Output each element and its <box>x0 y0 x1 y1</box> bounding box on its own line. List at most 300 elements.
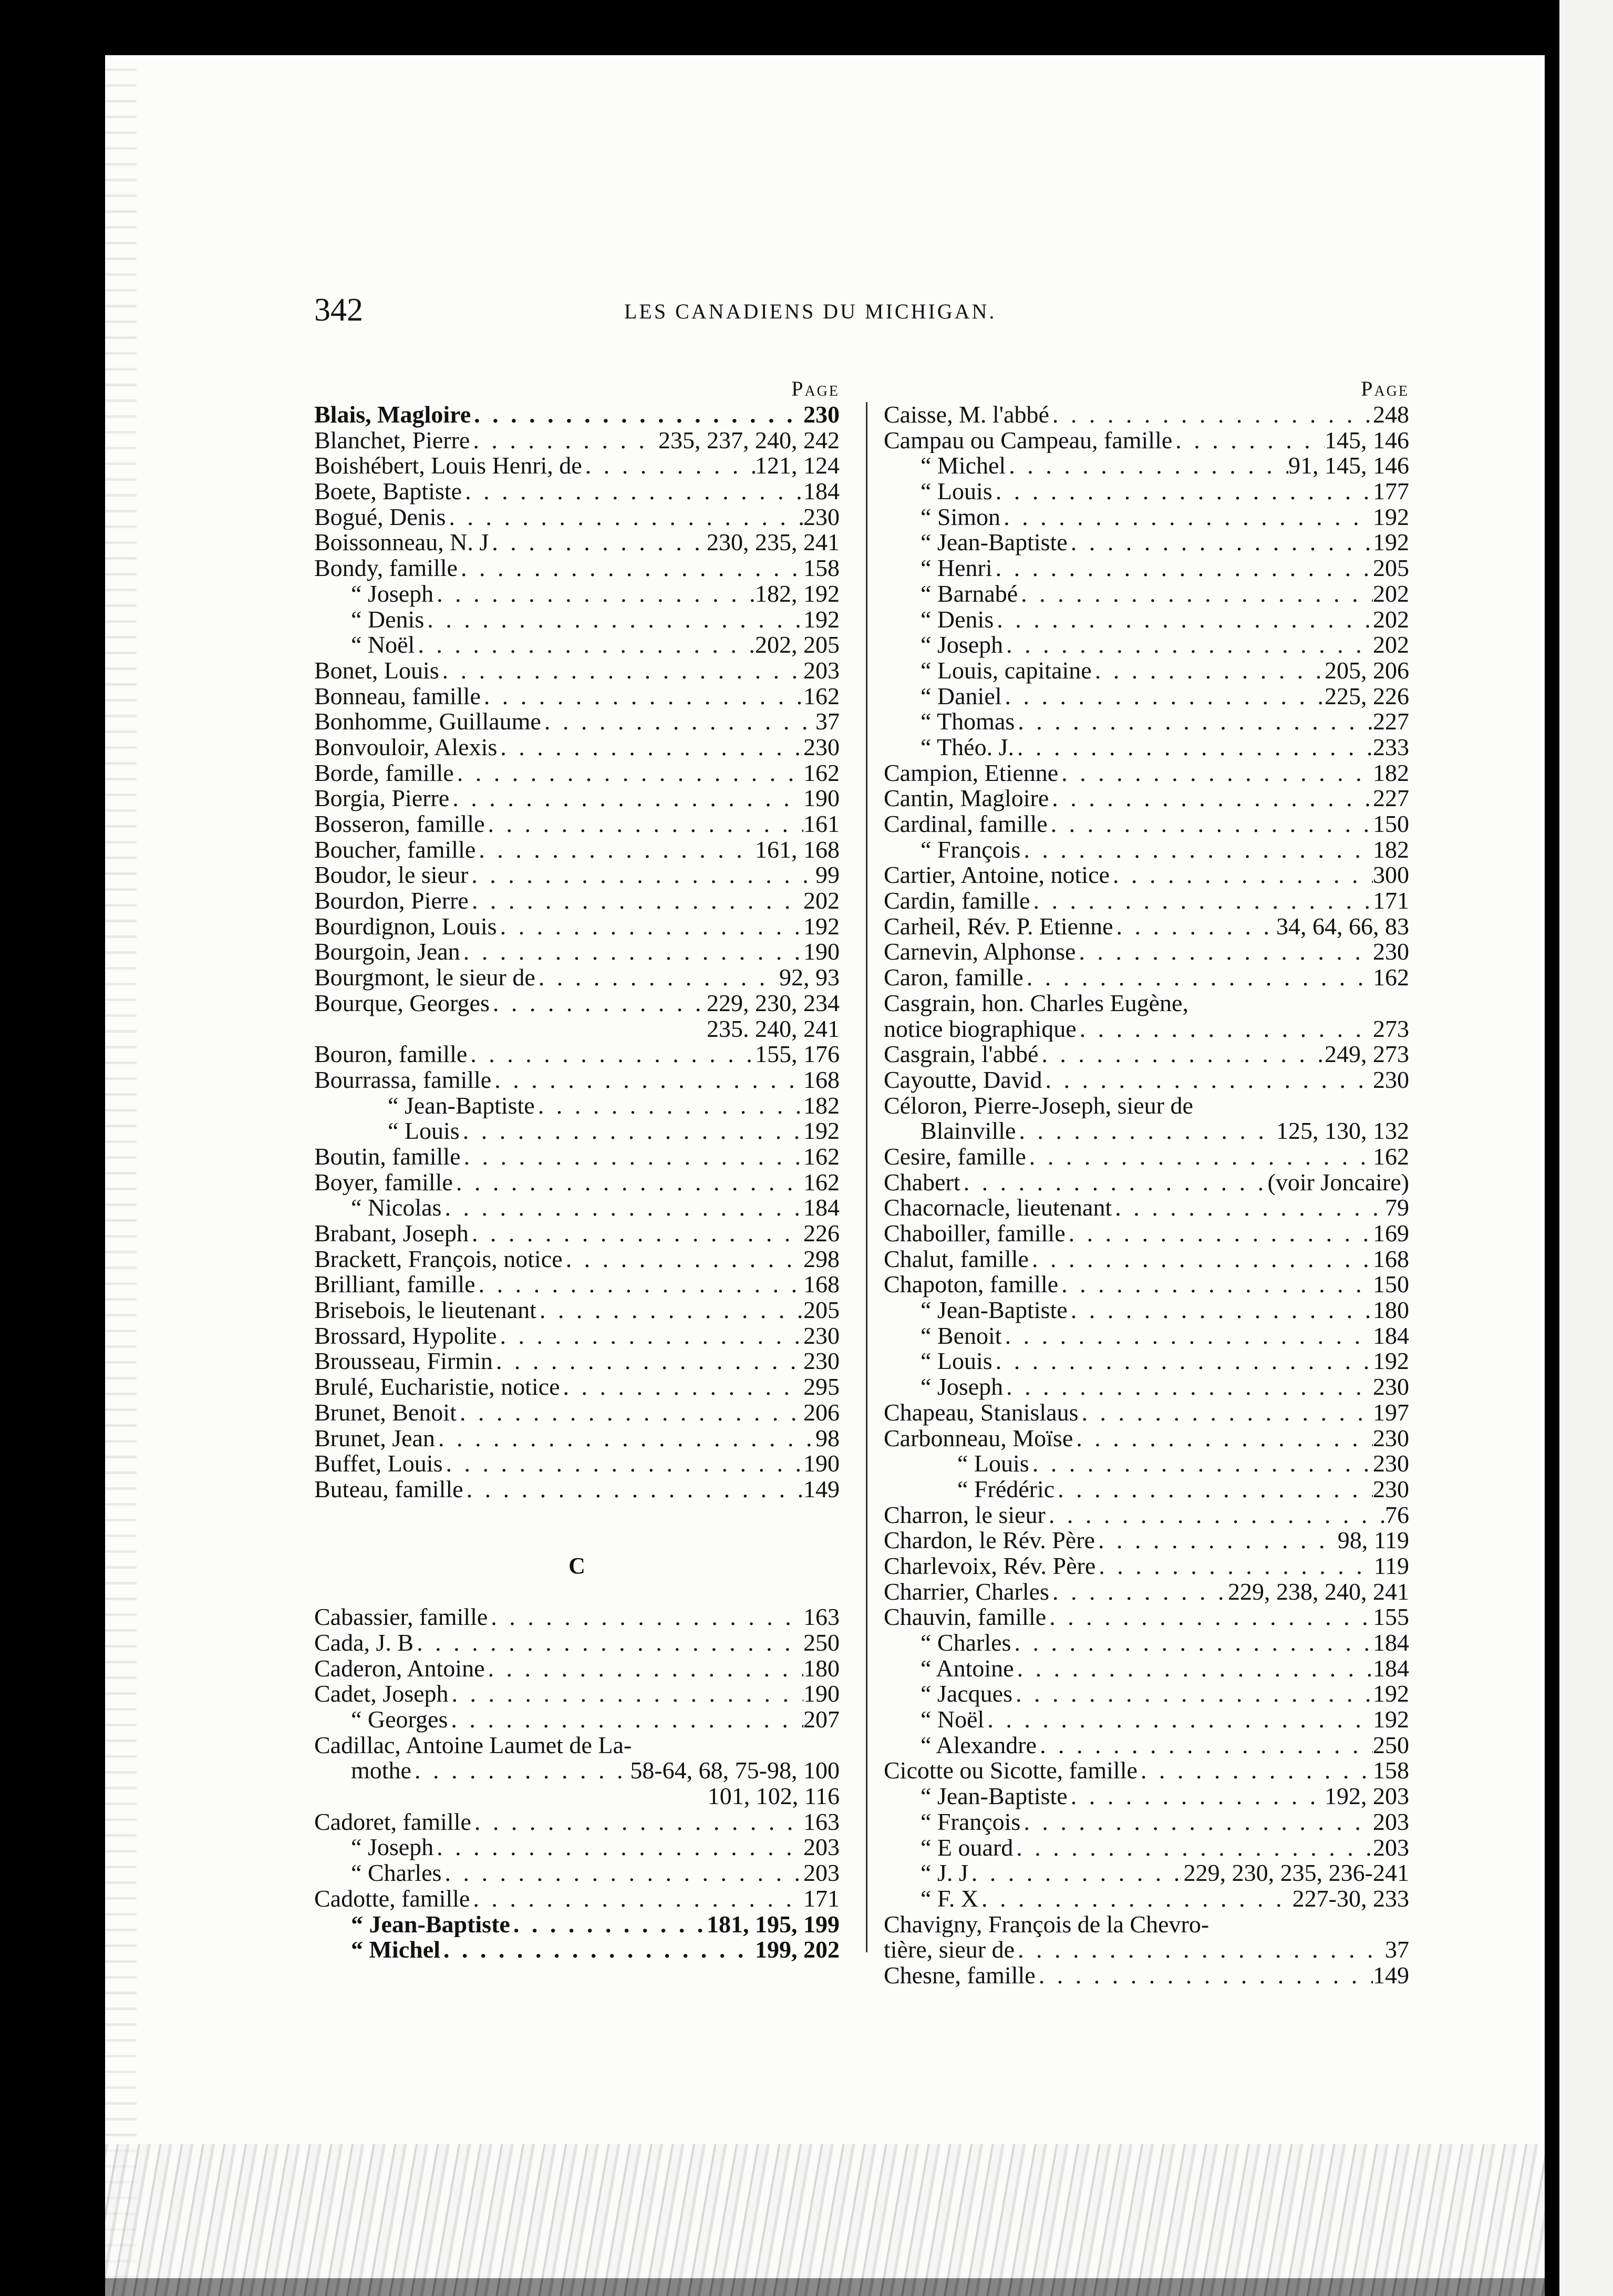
index-entry <box>314 1707 840 1733</box>
leader-dots <box>1014 735 1373 760</box>
index-entry <box>314 1681 840 1707</box>
entry-name: “ F. X <box>921 1886 979 1912</box>
entry-name: Bondy, famille <box>314 555 458 581</box>
leader-dots <box>469 1221 803 1247</box>
index-entry <box>314 1042 840 1067</box>
index-entry <box>314 811 840 837</box>
entry-name: Brulé, Eucharistie, notice <box>314 1374 560 1400</box>
leader-dots <box>1015 1937 1385 1963</box>
entry-pages: 168 <box>803 1067 840 1093</box>
index-entry <box>314 837 840 863</box>
entry-name: Blanchet, Pierre <box>314 427 470 454</box>
entry-pages: 184 <box>803 1195 840 1221</box>
leader-dots <box>460 1118 803 1144</box>
index-entry <box>884 1733 1409 1758</box>
index-entry <box>314 939 840 965</box>
entry-name: Bouron, famille <box>314 1042 468 1067</box>
leader-dots <box>463 1477 803 1502</box>
index-entry <box>314 1656 840 1682</box>
entry-pages: 158 <box>1373 1758 1409 1784</box>
leader-dots <box>1003 632 1373 658</box>
entry-name: Borde, famille <box>314 760 454 786</box>
index-entry <box>314 1374 840 1400</box>
entry-pages: 149 <box>1373 1962 1409 1989</box>
index-entry <box>884 1118 1409 1144</box>
entry-pages: 79 <box>1385 1195 1409 1221</box>
entry-pages: 101, 102, 116 <box>707 1784 840 1809</box>
entry-pages: 155, 176 <box>755 1042 840 1067</box>
leader-dots <box>994 607 1373 633</box>
index-entry <box>884 1323 1409 1349</box>
leader-dots <box>470 1886 803 1912</box>
entry-pages: 155 <box>1373 1604 1409 1630</box>
leader-dots <box>415 632 755 658</box>
entry-pages: 162 <box>803 760 840 786</box>
entry-name: Cartier, Antoine, notice <box>884 862 1110 889</box>
index-entries-c <box>314 1604 840 1963</box>
entry-pages: 182 <box>1373 760 1409 786</box>
entry-name: Cabassier, famille <box>314 1604 488 1630</box>
entry-pages: 180 <box>1373 1298 1409 1323</box>
leader-dots <box>1002 1323 1373 1349</box>
index-entry <box>884 1400 1409 1426</box>
leader-dots <box>1073 1426 1373 1451</box>
entry-name: Bourdon, Pierre <box>314 888 469 914</box>
entry-pages: 171 <box>803 1886 840 1912</box>
entry-name: “ Thomas <box>921 709 1015 735</box>
leader-dots <box>1066 1221 1373 1247</box>
index-entries-b <box>314 402 840 1502</box>
index-entry <box>884 1067 1409 1093</box>
entry-pages: 202 <box>1373 632 1409 658</box>
entry-pages: 162 <box>803 1169 840 1196</box>
index-entry <box>884 1630 1409 1656</box>
leader-dots <box>424 607 803 633</box>
entry-name: “ Alexandre <box>921 1732 1037 1758</box>
entry-name: Bogué, Denis <box>314 504 446 530</box>
index-entry <box>884 1170 1409 1196</box>
index-entry <box>884 1604 1409 1630</box>
leader-dots <box>461 1144 803 1170</box>
leader-dots <box>1020 837 1373 863</box>
index-entry <box>884 1528 1409 1553</box>
index-entry <box>314 1937 840 1963</box>
entry-name: Brisebois, le lieutenant <box>314 1298 536 1323</box>
entry-name: Cardin, famille <box>884 888 1030 914</box>
leader-dots <box>1012 1681 1373 1707</box>
index-entry <box>884 709 1409 735</box>
entry-pages: 161, 168 <box>755 837 840 863</box>
leader-dots <box>485 1656 804 1682</box>
entry-pages: 230 <box>803 402 840 428</box>
leader-dots <box>563 1247 803 1272</box>
entry-name: Cadet, Joseph <box>314 1681 449 1707</box>
entry-pages: 192 <box>1373 1681 1409 1707</box>
entry-name: “ J. J <box>921 1860 968 1886</box>
index-entry <box>884 632 1409 658</box>
leader-dots <box>1029 1451 1373 1477</box>
leader-dots <box>1172 428 1325 454</box>
page-edge-shadow <box>105 55 137 2278</box>
index-entry <box>314 1912 840 1938</box>
index-entry <box>884 1784 1409 1809</box>
index-entry <box>314 991 840 1016</box>
leader-dots <box>1016 1118 1276 1144</box>
index-entry <box>314 632 840 658</box>
entry-pages: 34, 64, 66, 83 <box>1276 913 1409 940</box>
entry-pages: 205, 206 <box>1325 657 1409 684</box>
entry-name: “ Charles <box>921 1630 1011 1656</box>
entry-name: Chalut, famille <box>884 1246 1029 1272</box>
leader-dots <box>411 1758 630 1784</box>
leader-dots <box>1011 1630 1373 1656</box>
index-entry <box>314 1630 840 1656</box>
entry-pages: 192 <box>803 606 840 633</box>
entry-pages: 203 <box>1373 1835 1409 1861</box>
entry-name: Chapeau, Stanislaus <box>884 1399 1079 1426</box>
entry-pages: 230 <box>1373 1425 1409 1451</box>
entry-pages: 145, 146 <box>1325 427 1409 454</box>
entry-name: Boissonneau, N. J <box>314 530 489 556</box>
index-entry <box>314 914 840 940</box>
index-entry <box>884 555 1409 581</box>
entry-name: Carbonneau, Moïse <box>884 1425 1073 1451</box>
leader-dots <box>475 837 755 863</box>
entry-pages: 99 <box>815 862 840 889</box>
index-entry <box>884 1963 1409 1989</box>
leader-dots <box>497 735 803 760</box>
index-entry <box>884 504 1409 530</box>
index-entry <box>884 991 1409 1016</box>
entry-name: Cada, J. B <box>314 1630 414 1656</box>
index-entry <box>884 1809 1409 1835</box>
index-entry <box>314 1860 840 1886</box>
entry-name: Chapoton, famille <box>884 1272 1059 1298</box>
index-entry <box>314 1272 840 1298</box>
index-entry <box>884 1502 1409 1528</box>
index-entry <box>884 1272 1409 1298</box>
entry-pages: 250 <box>803 1630 840 1656</box>
index-entry <box>314 453 840 479</box>
entry-pages: 161 <box>803 811 840 837</box>
entry-name: Cicotte ou Sicotte, famille <box>884 1758 1138 1784</box>
entry-pages: 192, 203 <box>1325 1784 1409 1809</box>
entry-name: “ Jean-Baptiste <box>351 1911 510 1938</box>
entry-name: “ Noël <box>351 632 415 658</box>
entry-name: “ Théo. J. <box>921 734 1015 760</box>
index-entry <box>884 1477 1409 1502</box>
leader-dots <box>1014 1656 1373 1682</box>
index-entry <box>884 939 1409 965</box>
entry-name: Bonvouloir, Alexis <box>314 734 498 760</box>
leader-dots <box>1030 888 1373 914</box>
entry-pages: 162 <box>803 683 840 709</box>
entry-pages: 199, 202 <box>755 1937 840 1963</box>
entry-name: “ Jean-Baptiste <box>921 1784 1068 1809</box>
entry-name: Bourgmont, le sieur de <box>314 965 535 991</box>
leader-dots <box>1110 862 1373 888</box>
entry-name: Céloron, Pierre-Joseph, sieur de <box>884 1093 1193 1119</box>
entry-name: Chauvin, famille <box>884 1604 1047 1630</box>
entry-name: Bonet, Louis <box>314 657 439 684</box>
leader-dots <box>433 1835 803 1860</box>
leader-dots <box>435 1426 815 1451</box>
index-entry <box>314 1758 840 1784</box>
entry-name: “ Nicolas <box>351 1195 442 1221</box>
leader-dots <box>457 1400 803 1426</box>
entry-name: Caisse, M. l'abbé <box>884 402 1049 428</box>
entry-name: Boutin, famille <box>314 1144 461 1170</box>
entry-name: “ E ouard <box>921 1835 1014 1861</box>
index-entry <box>314 1067 840 1093</box>
index-entry <box>314 735 840 760</box>
leader-dots <box>992 555 1373 581</box>
index-entry <box>884 888 1409 914</box>
index-entry <box>884 1348 1409 1374</box>
leader-dots <box>467 1042 755 1067</box>
entry-pages: 249, 273 <box>1325 1042 1409 1067</box>
leader-dots <box>535 965 779 991</box>
index-entry <box>884 1016 1409 1042</box>
entry-pages: 168 <box>1373 1246 1409 1272</box>
entry-name: “ Louis <box>921 479 992 504</box>
entry-name: Bosseron, famille <box>314 811 485 837</box>
index-entry <box>884 1042 1409 1067</box>
entry-pages: 229, 238, 240, 241 <box>1228 1579 1409 1605</box>
entry-name: Bourdignon, Louis <box>314 913 497 940</box>
index-entry <box>314 1604 840 1630</box>
entry-name: Bonneau, famille <box>314 683 481 709</box>
leader-dots <box>446 504 803 530</box>
entry-pages: 76 <box>1385 1502 1409 1528</box>
leader-dots <box>1018 581 1373 607</box>
entry-name: Brossard, Hypolite <box>314 1323 497 1349</box>
index-entry <box>884 1144 1409 1170</box>
leader-dots <box>984 1707 1373 1733</box>
entry-pages: 184 <box>1373 1655 1409 1682</box>
entry-name: “ Michel <box>351 1937 440 1963</box>
leader-dots <box>462 479 803 504</box>
entry-name: Campion, Etienne <box>884 760 1059 786</box>
leader-dots <box>1068 1298 1373 1323</box>
entry-name: “ Louis <box>388 1118 460 1144</box>
entry-pages: 190 <box>803 786 840 811</box>
index-entry <box>314 1247 840 1272</box>
entry-name: Cadoret, famille <box>314 1809 471 1835</box>
entry-pages: 163 <box>803 1809 840 1835</box>
entry-name: “ Frédéric <box>957 1476 1055 1502</box>
entry-name: Charrier, Charles <box>884 1579 1049 1605</box>
entry-name: Bonhomme, Guillaume <box>314 709 541 735</box>
leader-dots <box>1038 1042 1325 1067</box>
entry-pages: 192 <box>803 1118 840 1144</box>
entry-name: Buffet, Louis <box>314 1451 443 1477</box>
index-entry <box>314 684 840 709</box>
entry-pages: 192 <box>803 913 840 940</box>
next-page-edge <box>1545 0 1613 2296</box>
index-entry <box>884 1707 1409 1733</box>
entry-pages: 233 <box>1373 734 1409 760</box>
entry-name: Casgrain, hon. Charles Eugène, <box>884 990 1188 1016</box>
index-entry <box>884 837 1409 863</box>
entry-pages: (voir Joncaire) <box>1267 1169 1409 1196</box>
entry-pages: 182 <box>1373 837 1409 863</box>
leader-dots <box>453 1170 803 1196</box>
entry-pages: 230, 235, 241 <box>707 530 840 556</box>
leader-dots <box>1026 1144 1373 1170</box>
index-entry <box>884 1937 1409 1963</box>
entry-name: “ Antoine <box>921 1655 1014 1682</box>
index-entry <box>314 1348 840 1374</box>
index-entry <box>314 1298 840 1323</box>
leader-dots <box>1049 786 1373 811</box>
entry-pages: 92, 93 <box>779 965 840 991</box>
leader-dots <box>1000 504 1373 530</box>
leader-dots <box>992 479 1373 504</box>
index-entry <box>314 1016 840 1042</box>
entry-pages: 98, 119 <box>1337 1528 1409 1553</box>
leader-dots <box>1095 1528 1338 1553</box>
entry-name: “ Joseph <box>351 1835 434 1861</box>
index-entry <box>884 1298 1409 1323</box>
leader-dots <box>433 581 755 607</box>
entry-pages: 163 <box>803 1604 840 1630</box>
entry-name: Bourgoin, Jean <box>314 939 460 965</box>
index-entry <box>884 811 1409 837</box>
entry-name: Chavigny, François de la Chevro- <box>884 1911 1209 1938</box>
leader-dots <box>460 939 803 965</box>
entry-pages: 37 <box>815 709 840 735</box>
leader-dots <box>485 811 804 837</box>
entry-pages: 192 <box>1373 1348 1409 1375</box>
entry-name: “ Jacques <box>921 1681 1012 1707</box>
leader-dots <box>536 1298 803 1323</box>
leader-dots <box>1138 1758 1373 1784</box>
entry-pages: 203 <box>803 1835 840 1861</box>
entry-pages: 184 <box>803 479 840 504</box>
leader-dots <box>1020 1809 1373 1835</box>
entry-pages: 192 <box>1373 530 1409 556</box>
entry-pages: 202 <box>1373 606 1409 633</box>
entry-name: Brabant, Joseph <box>314 1221 469 1247</box>
leader-dots <box>968 1860 1184 1886</box>
entry-name: Chardon, le Rév. Père <box>884 1528 1095 1553</box>
index-entry <box>314 402 840 428</box>
index-entry <box>884 1758 1409 1784</box>
entry-name: “ Henri <box>921 555 992 581</box>
entry-pages: 158 <box>803 555 840 581</box>
index-entry <box>884 1553 1409 1579</box>
leader-dots <box>488 1604 803 1630</box>
entry-name: Bourque, Georges <box>314 990 490 1016</box>
leader-dots <box>1006 453 1288 479</box>
index-entry <box>884 428 1409 454</box>
entry-pages: 149 <box>803 1476 840 1502</box>
index-entry <box>884 760 1409 786</box>
entry-pages: 202, 205 <box>755 632 840 658</box>
entry-pages: 205 <box>803 1298 840 1323</box>
leader-dots <box>1029 1247 1373 1272</box>
entry-name: Chabert <box>884 1169 960 1196</box>
page-header <box>314 292 1102 328</box>
entry-pages: 227-30, 233 <box>1292 1886 1409 1912</box>
index-entry <box>314 1809 840 1835</box>
section-letter: C <box>568 1553 585 1579</box>
entry-pages: 230 <box>803 734 840 760</box>
entry-name: “ Georges <box>351 1707 448 1733</box>
leader-dots <box>1049 402 1373 428</box>
entry-pages: 226 <box>803 1221 840 1247</box>
index-entry <box>314 1733 840 1758</box>
entry-name: Caderon, Antoine <box>314 1655 485 1682</box>
index-entry <box>884 479 1409 504</box>
index-entry <box>314 1323 840 1349</box>
entry-pages: 184 <box>1373 1630 1409 1656</box>
entry-pages: 205 <box>1373 555 1409 581</box>
leader-dots <box>1013 1835 1373 1861</box>
entry-name: Borgia, Pierre <box>314 786 450 811</box>
index-entry <box>314 607 840 633</box>
leader-dots <box>449 1681 803 1707</box>
leader-dots <box>493 1348 803 1374</box>
entry-pages: 229, 230, 235, 236-241 <box>1183 1860 1409 1886</box>
leader-dots <box>489 530 707 555</box>
entry-pages: 182 <box>803 1093 840 1119</box>
leader-dots <box>960 1170 1268 1196</box>
entry-pages: 119 <box>1373 1553 1409 1579</box>
index-entry <box>884 1835 1409 1861</box>
entry-name: Chesne, famille <box>884 1962 1036 1989</box>
leader-dots <box>442 1451 803 1477</box>
entry-pages: 235. 240, 241 <box>707 1016 840 1042</box>
entry-name: tière, sieur de <box>884 1937 1015 1963</box>
index-entry <box>314 1221 840 1247</box>
entry-name: Chacornacle, lieutenant <box>884 1195 1112 1221</box>
entry-pages: 182, 192 <box>755 581 840 607</box>
leader-dots <box>1068 530 1373 555</box>
entry-name: “ Denis <box>921 606 994 633</box>
entry-name: “ Joseph <box>921 1374 1004 1400</box>
entry-pages: 169 <box>1373 1221 1409 1247</box>
index-column-right <box>884 376 1409 1989</box>
leader-dots <box>491 1067 803 1093</box>
entry-pages: 230 <box>1373 1451 1409 1477</box>
index-entry <box>314 1170 840 1196</box>
leader-dots <box>1015 709 1373 735</box>
entry-name: “ Daniel <box>921 683 1002 709</box>
entry-pages: 230 <box>1373 1374 1409 1400</box>
index-entry <box>314 1835 840 1860</box>
entry-pages: 150 <box>1373 811 1409 837</box>
leader-dots <box>1002 684 1325 709</box>
entry-pages: 230 <box>803 1348 840 1375</box>
index-entry <box>884 786 1409 811</box>
leader-dots <box>1036 1963 1373 1989</box>
entry-name: Carheil, Rév. P. Etienne <box>884 913 1113 940</box>
entry-name: Caron, famille <box>884 965 1023 991</box>
index-entry <box>884 1426 1409 1451</box>
entry-pages: 190 <box>803 1681 840 1707</box>
leader-dots <box>1079 1400 1373 1426</box>
leader-dots <box>1037 1733 1373 1758</box>
index-entry <box>884 581 1409 607</box>
entry-pages: 162 <box>803 1144 840 1170</box>
entry-name: Boudor, le sieur <box>314 862 469 889</box>
entry-name: Blais, Magloire <box>314 402 471 428</box>
entry-pages: 230 <box>1373 1476 1409 1502</box>
leader-dots <box>1049 1579 1228 1605</box>
index-entry <box>884 965 1409 991</box>
